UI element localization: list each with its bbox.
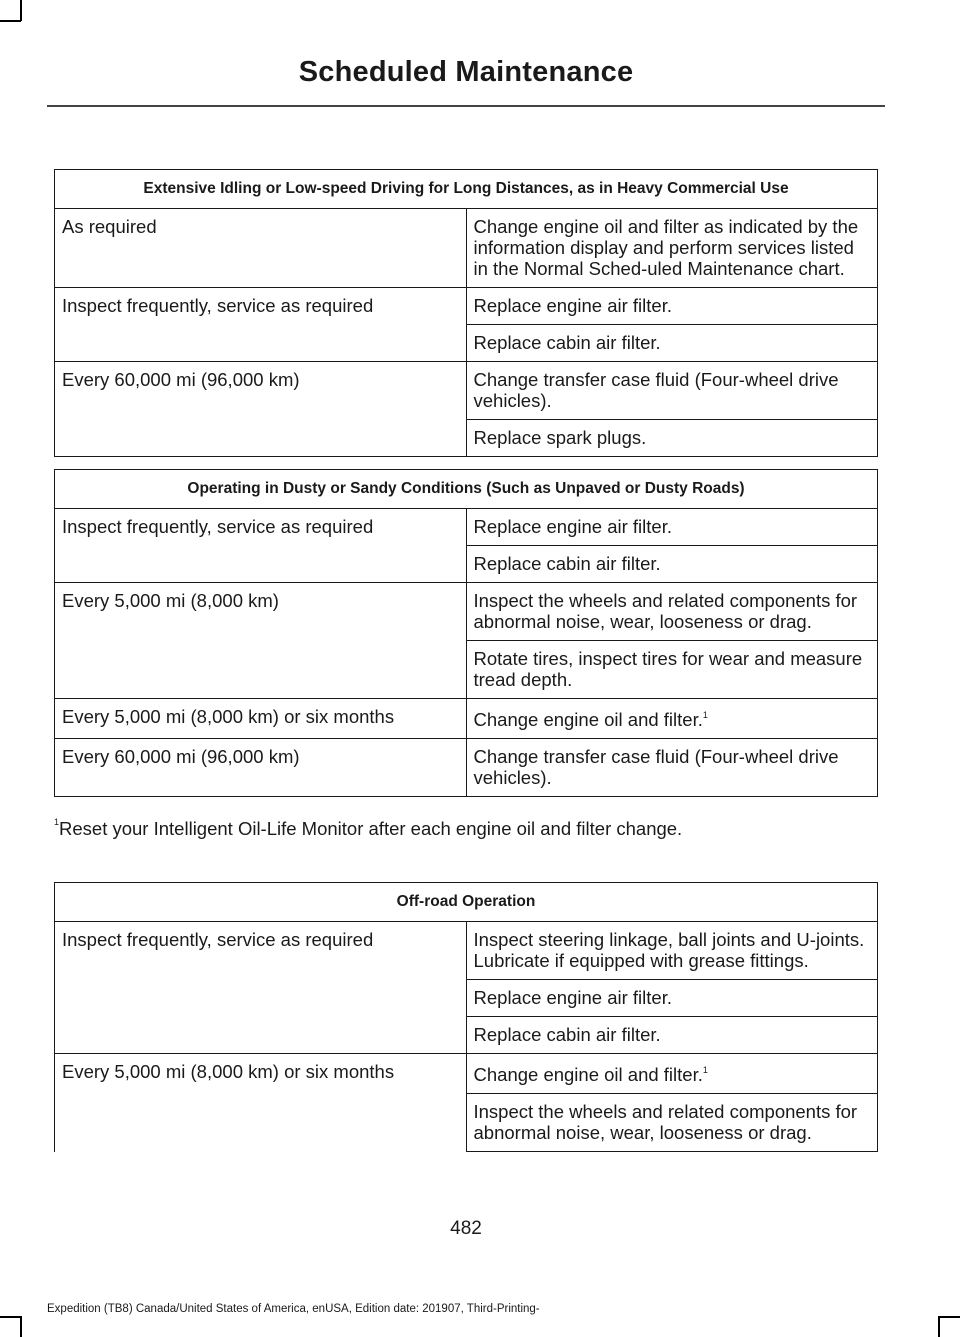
footnote-marker: 1 <box>702 1065 708 1075</box>
table-row <box>55 583 878 641</box>
interval-cell: Inspect frequently, service as required <box>55 509 467 583</box>
crop-mark <box>939 1316 960 1318</box>
table-heading: Operating in Dusty or Sandy Conditions (Such as Unpaved or Dusty Roads) <box>55 470 878 509</box>
task-cell <box>466 1054 878 1094</box>
dusty-conditions-table <box>54 469 878 797</box>
crop-mark <box>20 1316 22 1337</box>
table-heading: Extensive Idling or Low-speed Driving for Long Distances, as in Heavy Commercial Use <box>55 170 878 209</box>
crop-mark <box>20 0 22 21</box>
crop-mark <box>938 1316 940 1337</box>
table-row <box>55 739 878 797</box>
task-cell: Replace engine air filter. <box>466 509 878 546</box>
task-cell: Replace engine air filter. <box>466 980 878 1017</box>
table-heading-row <box>55 170 878 209</box>
table-row <box>55 699 878 739</box>
footnote <box>54 818 682 840</box>
task-text: Change engine oil and filter. <box>473 1064 703 1085</box>
table-row <box>55 209 878 288</box>
interval-cell: Every 60,000 mi (96,000 km) <box>55 362 467 457</box>
task-cell: Rotate tires, inspect tires for wear and measure tread depth. <box>466 641 878 699</box>
task-cell: Replace cabin air filter. <box>466 325 878 362</box>
task-cell: Replace spark plugs. <box>466 420 878 457</box>
interval-cell: Every 5,000 mi (8,000 km) <box>55 583 467 699</box>
task-cell: Replace cabin air filter. <box>466 546 878 583</box>
crop-mark <box>0 1316 21 1318</box>
task-text: Change engine oil and filter. <box>473 709 703 730</box>
table-row <box>55 288 878 325</box>
table-row <box>55 362 878 420</box>
title-divider <box>47 105 885 107</box>
interval-cell: Every 5,000 mi (8,000 km) or six months <box>55 1054 467 1152</box>
footnote-mark: 1 <box>54 817 60 827</box>
task-cell: Change engine oil and filter as indicated by the information display and perform services listed in the Normal Sched-uled Maintenance chart. <box>466 209 878 288</box>
table-heading-row <box>55 470 878 509</box>
task-cell: Replace engine air filter. <box>466 288 878 325</box>
footnote-text: Reset your Intelligent Oil-Life Monitor after each engine oil and filter change. <box>59 818 683 839</box>
task-cell: Change transfer case fluid (Four-wheel drive vehicles). <box>466 362 878 420</box>
task-cell: Replace cabin air filter. <box>466 1017 878 1054</box>
interval-cell: Inspect frequently, service as required <box>55 288 467 362</box>
task-cell: Change transfer case fluid (Four-wheel drive vehicles). <box>466 739 878 797</box>
off-road-table <box>54 882 878 1152</box>
page-number: 482 <box>450 1218 482 1239</box>
footnote-marker: 1 <box>702 710 708 720</box>
task-cell <box>466 699 878 739</box>
table-row <box>55 922 878 980</box>
interval-cell: As required <box>55 209 467 288</box>
table-row <box>55 509 878 546</box>
task-cell: Inspect the wheels and related components for abnormal noise, wear, looseness or drag. <box>466 1094 878 1152</box>
table-row <box>55 1054 878 1094</box>
interval-cell: Inspect frequently, service as required <box>55 922 467 1054</box>
crop-mark <box>0 20 21 22</box>
idling-maintenance-table <box>54 169 878 457</box>
table-heading-row <box>55 883 878 922</box>
task-cell: Inspect steering linkage, ball joints and U-joints. Lubricate if equipped with grease fittings. <box>466 922 878 980</box>
task-cell: Inspect the wheels and related components for abnormal noise, wear, looseness or drag. <box>466 583 878 641</box>
interval-cell: Every 60,000 mi (96,000 km) <box>55 739 467 797</box>
interval-cell: Every 5,000 mi (8,000 km) or six months <box>55 699 467 739</box>
page-title: Scheduled Maintenance <box>298 56 634 88</box>
table-heading: Off-road Operation <box>55 883 878 922</box>
footer-text: Expedition (TB8) Canada/United States of America, enUSA, Edition date: 201907, Third-Printing- <box>47 1303 540 1315</box>
